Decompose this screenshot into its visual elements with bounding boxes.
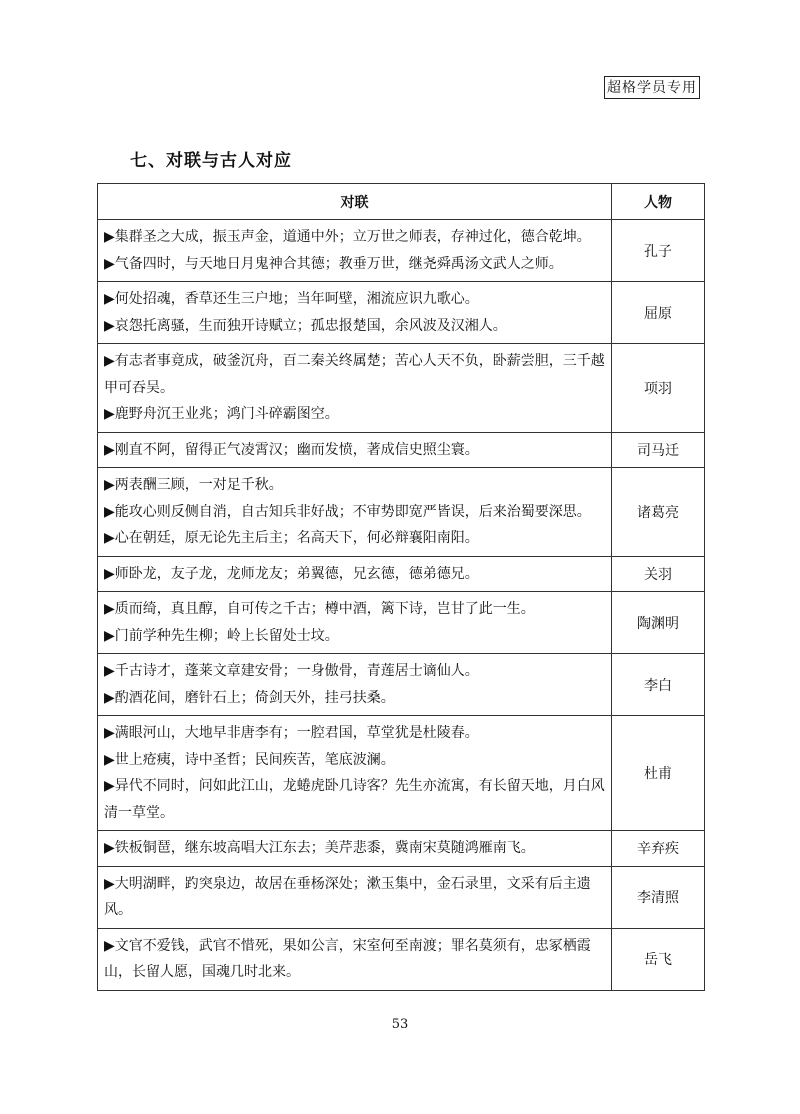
couplet-text: ▶有志者事竟成，破釜沉舟，百二秦关终属楚；苦心人天不负，卧薪尝胆，三千越甲可吞吴。 (104, 353, 605, 396)
couplet-text: ▶铁板铜琶，继东坡高唱大江东去；美芹悲黍，冀南宋莫随鸿雁南飞。 (104, 840, 535, 856)
table-row (98, 220, 705, 282)
couplet-cell (98, 220, 612, 282)
couplet-text: ▶两表酬三顾，一对足千秋。 (104, 477, 283, 493)
table-header-row (98, 184, 705, 220)
couplet-text: ▶鹿野舟沉王业兆；鸿门斗碎霸图空。 (104, 406, 339, 422)
table-row (98, 831, 705, 867)
page-number: 53 (391, 1017, 409, 1032)
couplet-text: ▶大明湖畔，趵突泉边，故居在垂杨深处；漱玉集中，金石录里，文采有后主遗风。 (104, 875, 591, 918)
table-row (98, 716, 705, 831)
table-row (98, 556, 705, 592)
table-row (98, 654, 705, 716)
exclusive-badge: 超格学员专用 (604, 76, 700, 99)
table-row (98, 866, 705, 928)
section-title: 七、对联与古人对应 (130, 151, 292, 171)
couplet-text: ▶能攻心则反侧自消，自古知兵非好战；不审势即宽严皆误，后来治蜀要深思。 (104, 503, 591, 520)
couplet-table (97, 183, 705, 991)
person-cell: 李清照 (612, 866, 705, 928)
couplet-cell (98, 866, 612, 928)
person-cell: 关羽 (612, 556, 705, 592)
couplet-text: ▶千古诗才，蓬莱文章建安骨；一身傲骨，青莲居士谪仙人。 (104, 663, 479, 679)
person-cell: 辛弃疾 (612, 831, 705, 867)
couplet-cell (98, 432, 612, 468)
column-header-person: 人物 (612, 184, 705, 220)
person-cell: 李白 (612, 654, 705, 716)
couplet-cell (98, 556, 612, 592)
couplet-text: ▶文官不爱钱，武官不惜死，果如公言，宋室何至南渡；罪名莫须有，忠冢栖霞山，长留人愿，国魂几时北来。 (104, 937, 591, 980)
couplet-cell (98, 928, 612, 990)
person-cell: 陶渊明 (612, 592, 705, 654)
person-cell: 诸葛亮 (612, 468, 705, 557)
couplet-cell (98, 654, 612, 716)
couplet-cell (98, 592, 612, 654)
couplet-cell (98, 831, 612, 867)
table-row (98, 468, 705, 557)
couplet-cell (98, 468, 612, 557)
table-row (98, 592, 705, 654)
couplet-text: ▶何处招魂，香草还生三户地；当年呵壁，湘流应识九歌心。 (104, 291, 479, 307)
couplet-cell (98, 282, 612, 344)
couplet-text: ▶集群圣之大成，振玉声金，道通中外；立万世之师表，存神过化，德合乾坤。 (104, 229, 591, 245)
couplet-cell (98, 344, 612, 433)
table-row (98, 282, 705, 344)
couplet-text: ▶门前学种先生柳；岭上长留处士坟。 (104, 627, 339, 644)
couplet-text: ▶师卧龙，友子龙，龙师龙友；弟翼德，兄玄德，德弟德兄。 (104, 565, 479, 582)
couplet-text: ▶世上疮痍，诗中圣哲；民间疾苦，笔底波澜。 (104, 751, 395, 768)
couplet-text: ▶哀怨托离骚，生而独开诗赋立；孤忠报楚国，余风波及汉湘人。 (104, 317, 507, 334)
person-cell: 杜甫 (612, 716, 705, 831)
table-row (98, 928, 705, 990)
person-cell: 岳飞 (612, 928, 705, 990)
couplet-text: ▶质而绮，真且醇，自可传之千古；樽中酒，篱下诗，岂甘了此一生。 (104, 601, 535, 617)
couplet-text: ▶心在朝廷，原无论先主后主；名高天下，何必辩襄阳南阳。 (104, 530, 479, 546)
couplet-text: ▶异代不同时，问如此江山，龙蜷虎卧几诗客？先生亦流寓，有长留天地，月白风清一草堂。 (104, 778, 605, 821)
couplet-text: ▶气备四时，与天地日月鬼神合其德；教垂万世，继尧舜禹汤文武人之师。 (104, 255, 563, 272)
table-body (98, 220, 705, 991)
person-cell: 屈原 (612, 282, 705, 344)
column-header-couplet: 对联 (98, 184, 612, 220)
couplet-text: ▶满眼河山，大地早非唐李有；一腔君国，草堂犹是杜陵春。 (104, 725, 479, 741)
table-row (98, 344, 705, 433)
couplet-text: ▶酌酒花间，磨针石上；倚剑天外，挂弓扶桑。 (104, 689, 395, 706)
table-row (98, 432, 705, 468)
couplet-text: ▶刚直不阿，留得正气凌霄汉；幽而发愤，著成信史照尘寰。 (104, 441, 479, 458)
person-cell: 项羽 (612, 344, 705, 433)
person-cell: 司马迁 (612, 432, 705, 468)
couplet-cell (98, 716, 612, 831)
person-cell: 孔子 (612, 220, 705, 282)
